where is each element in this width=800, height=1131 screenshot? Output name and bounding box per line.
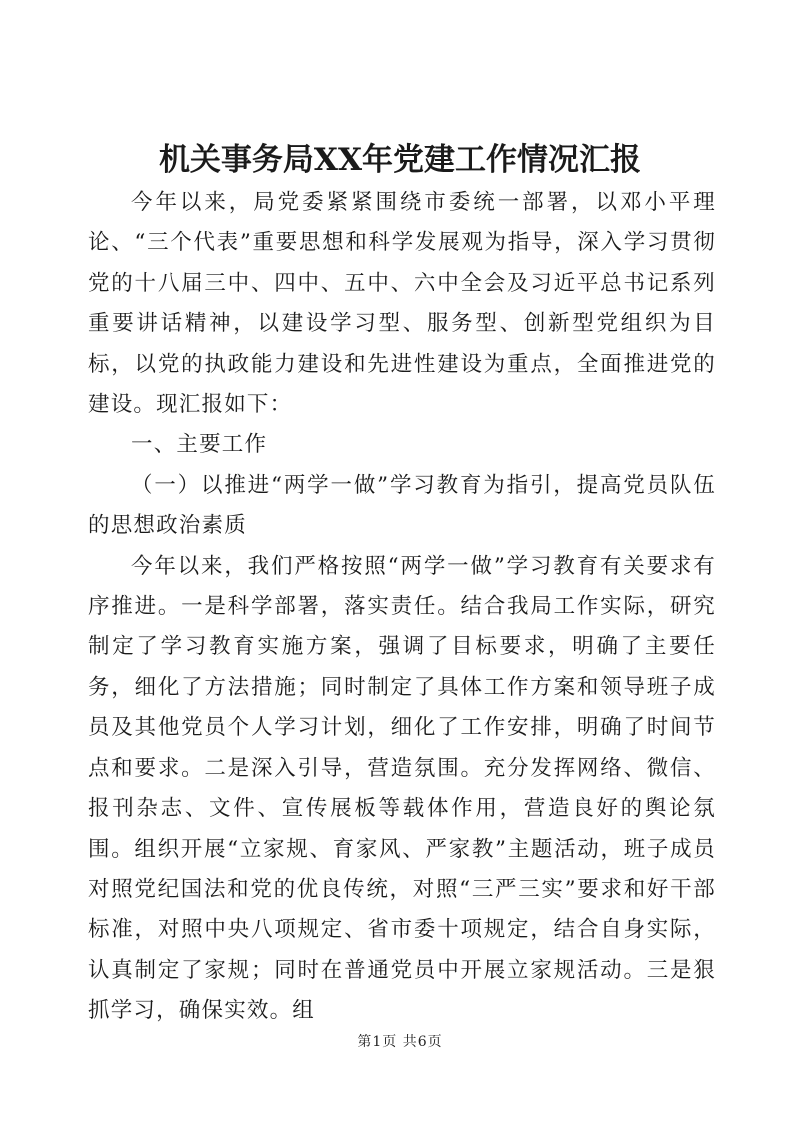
page-footer: 第1页 共6页	[357, 1034, 443, 1050]
document-body	[88, 183, 716, 1032]
section-heading: 一、主要工作	[131, 432, 268, 458]
body-paragraph: 今年以来，我们严格按照“两学一做”学习教育有关要求有序推进。一是科学部署，落实责任。结合我局工作实际，研究制定了学习教育实施方案，强调了目标要求，明确了主要任务，细化了方法措施；同时制定了具体工作方案和领导班子成员及其他党员个人学习计划，细化了工作安排，明确了时间节点和要求。二是深入引导，营造氛围。充分发挥网络、微信、报刊杂志、文件、宣传展板等载体作用，营造良好的舆论氛围。组织开展“立家规、育家风、严家教”主题活动，班子成员对照党纪国法和党的优良传统，对照“三严三实”要求和好干部标准，对照中央八项规定、省市委十项规定，结合自身实际，认真制定了家规；同时在普通党员中开展立家规活动。三是狠抓学习，确保实效。组	[88, 553, 716, 1024]
document-title: 机关事务局XX年党建工作情况汇报	[158, 142, 642, 178]
subsection-heading: （一）以推进“两学一做”学习教育为指引，提高党员队伍的思想政治素质	[88, 472, 716, 539]
intro-paragraph: 今年以来，局党委紧紧围绕市委统一部署，以邓小平理论、“三个代表”重要思想和科学发展观为指导，深入学习贯彻党的十八届三中、四中、五中、六中全会及习近平总书记系列重要讲话精神，以建设学习型、服务型、创新型党组织为目标，以党的执政能力建设和先进性建设为重点，全面推进党的建设。现汇报如下：	[88, 190, 716, 418]
